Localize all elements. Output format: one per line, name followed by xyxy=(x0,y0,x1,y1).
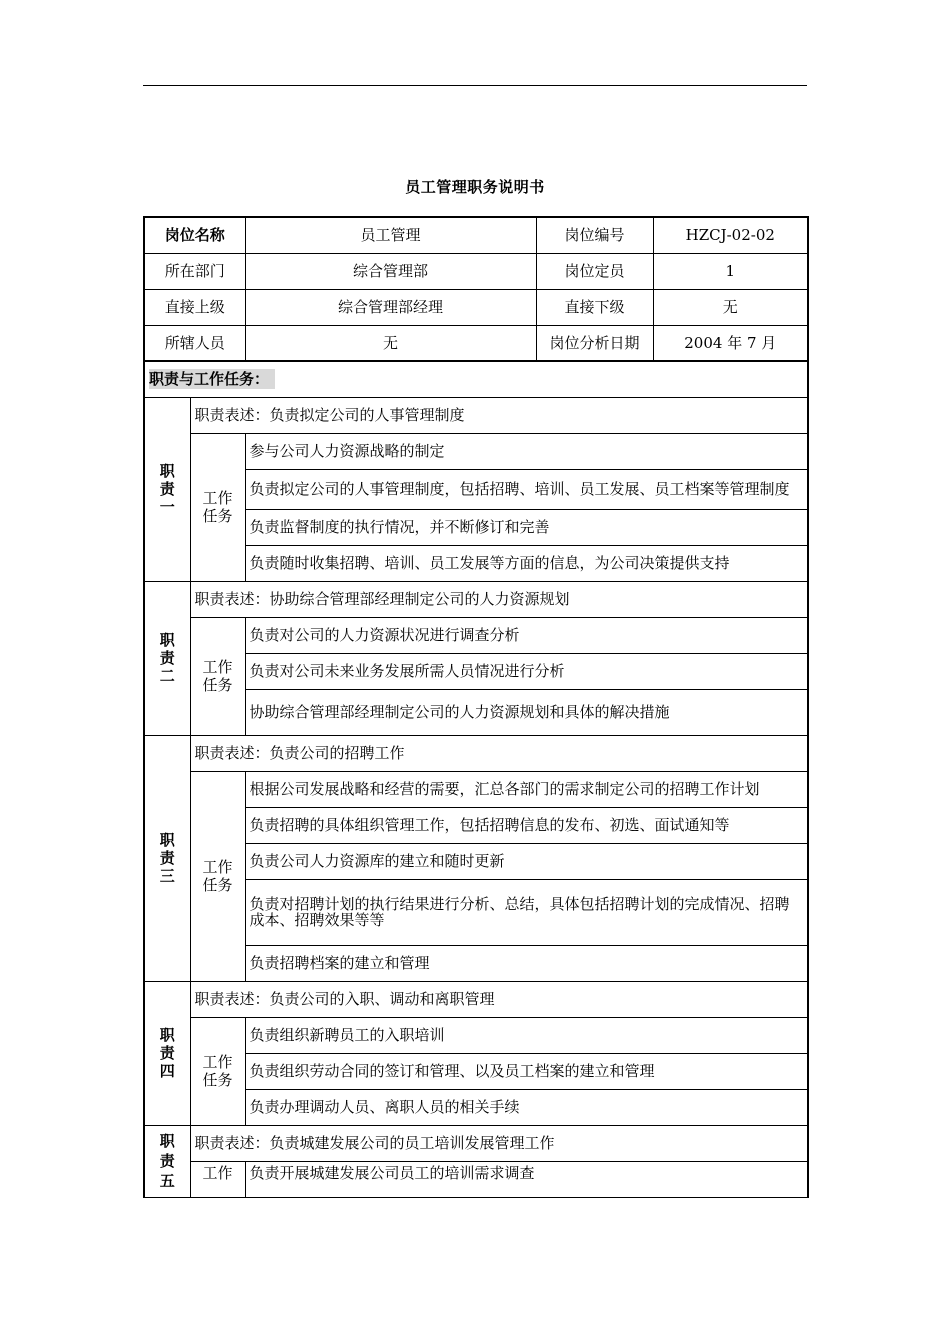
duty-3-task-5: 负责招聘档案的建立和管理 xyxy=(245,945,808,981)
staff-value: 无 xyxy=(245,325,536,361)
duty-4-label: 职 责 四 xyxy=(144,981,190,1125)
analysis-date-label: 岗位分析日期 xyxy=(536,325,653,361)
duty-1-task-4: 负责随时收集招聘、培训、员工发展等方面的信息，为公司决策提供支持 xyxy=(245,545,808,581)
duty-5-label: 职 责 五 xyxy=(144,1125,190,1197)
duty-5-task-label: 工作 xyxy=(190,1161,245,1197)
duty-1-label: 职 责 一 xyxy=(144,397,190,581)
duty-2-task-2: 负责对公司未来业务发展所需人员情况进行分析 xyxy=(245,653,808,689)
department-label: 所在部门 xyxy=(144,253,245,289)
headcount-value: 1 xyxy=(653,253,808,289)
position-name-label: 岗位名称 xyxy=(144,217,245,253)
position-code-value: HZCJ-02-02 xyxy=(653,217,808,253)
headcount-label: 岗位定员 xyxy=(536,253,653,289)
duty-1-statement: 职责表述：负责拟定公司的人事管理制度 xyxy=(190,397,808,433)
duty-3-label: 职 责 三 xyxy=(144,735,190,981)
section-header-text: 职责与工作任务： xyxy=(149,369,275,389)
supervisor-label: 直接上级 xyxy=(144,289,245,325)
duty-2-label: 职 责 二 xyxy=(144,581,190,735)
analysis-date-value: 2004 年 7 月 xyxy=(653,325,808,361)
staff-label: 所辖人员 xyxy=(144,325,245,361)
duty-3-statement: 职责表述：负责公司的招聘工作 xyxy=(190,735,808,771)
duty-1-task-label: 工作 任务 xyxy=(190,433,245,581)
duty-3-task-label: 工作 任务 xyxy=(190,771,245,981)
duty-3-task-1: 根据公司发展战略和经营的需要，汇总各部门的需求制定公司的招聘工作计划 xyxy=(245,771,808,807)
duty-4-task-1: 负责组织新聘员工的入职培训 xyxy=(245,1017,808,1053)
duty-1-task-3: 负责监督制度的执行情况，并不断修订和完善 xyxy=(245,509,808,545)
duty-5-task-1: 负责开展城建发展公司员工的培训需求调查 xyxy=(245,1161,808,1197)
duty-3-task-3: 负责公司人力资源库的建立和随时更新 xyxy=(245,843,808,879)
subordinate-label: 直接下级 xyxy=(536,289,653,325)
header-rule xyxy=(143,85,807,86)
duty-2-statement: 职责表述：协助综合管理部经理制定公司的人力资源规划 xyxy=(190,581,808,617)
duty-4-task-2: 负责组织劳动合同的签订和管理、以及员工档案的建立和管理 xyxy=(245,1053,808,1089)
position-name-value: 员工管理 xyxy=(245,217,536,253)
duty-4-task-label: 工作 任务 xyxy=(190,1017,245,1125)
duty-1-task-1: 参与公司人力资源战略的制定 xyxy=(245,433,808,469)
duty-3-task-2: 负责招聘的具体组织管理工作，包括招聘信息的发布、初选、面试通知等 xyxy=(245,807,808,843)
duty-3-task-4: 负责对招聘计划的执行结果进行分析、总结，具体包括招聘计划的完成情况、招聘成本、招聘效果等等 xyxy=(245,879,808,945)
section-header xyxy=(144,361,808,397)
duty-1-task-2: 负责拟定公司的人事管理制度，包括招聘、培训、员工发展、员工档案等管理制度 xyxy=(245,469,808,509)
duty-2-task-3: 协助综合管理部经理制定公司的人力资源规划和具体的解决措施 xyxy=(245,689,808,735)
supervisor-value: 综合管理部经理 xyxy=(245,289,536,325)
subordinate-value: 无 xyxy=(653,289,808,325)
department-value: 综合管理部 xyxy=(245,253,536,289)
job-description-table xyxy=(143,216,809,1198)
duty-2-task-label: 工作 任务 xyxy=(190,617,245,735)
duty-4-statement: 职责表述：负责公司的入职、调动和离职管理 xyxy=(190,981,808,1017)
document-title: 员工管理职务说明书 xyxy=(405,178,545,196)
duty-5-statement: 职责表述：负责城建发展公司的员工培训发展管理工作 xyxy=(190,1125,808,1161)
duty-2-task-1: 负责对公司的人力资源状况进行调查分析 xyxy=(245,617,808,653)
position-code-label: 岗位编号 xyxy=(536,217,653,253)
duty-4-task-3: 负责办理调动人员、离职人员的相关手续 xyxy=(245,1089,808,1125)
